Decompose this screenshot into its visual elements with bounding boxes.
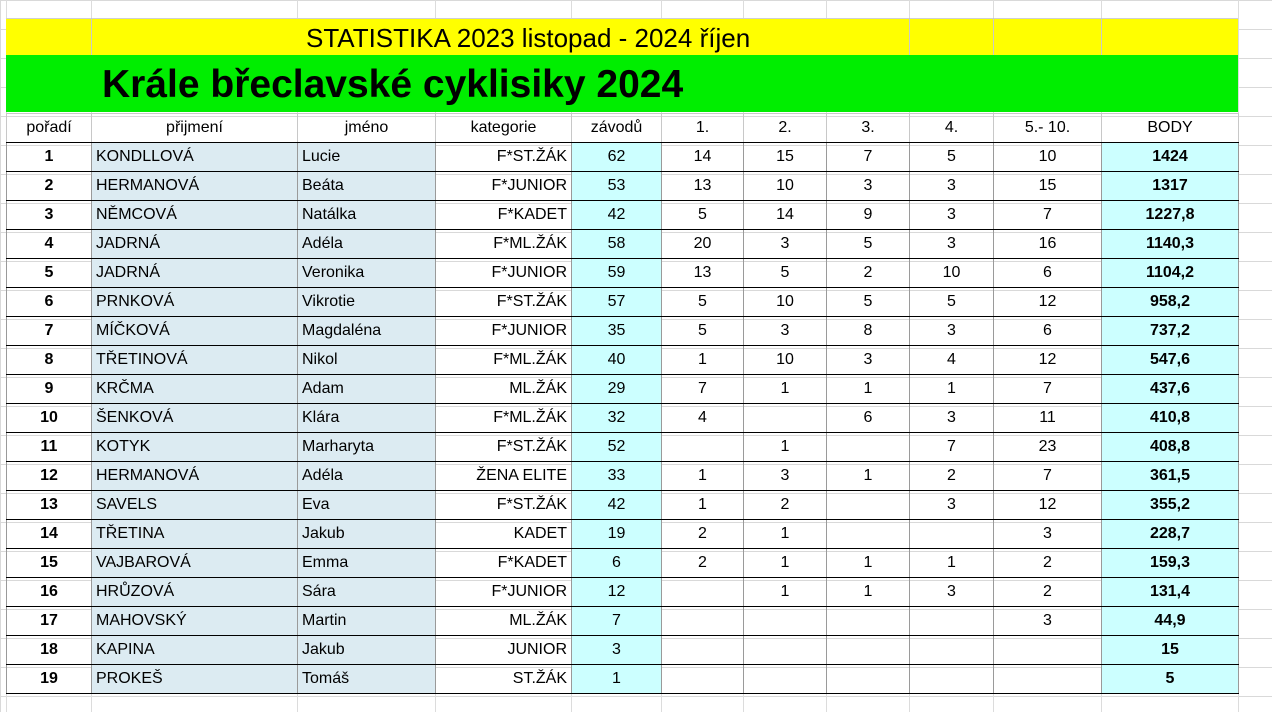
col-header-fifth-to-tenth[interactable]: 5.- 10.: [994, 114, 1102, 143]
table-row: [7, 491, 1239, 520]
row-races[interactable]: 58: [572, 230, 662, 259]
row-fifth-to-tenth-places[interactable]: 10: [994, 143, 1102, 172]
row-name[interactable]: Veronika: [298, 259, 436, 288]
row-surname[interactable]: MÍČKOVÁ: [92, 317, 298, 346]
row-third-places[interactable]: 7: [827, 143, 910, 172]
row-fourth-places[interactable]: 4: [910, 346, 994, 375]
ranking-heading-banner[interactable]: [6, 55, 1238, 112]
row-first-places[interactable]: [662, 433, 744, 462]
row-fifth-to-tenth-places[interactable]: 12: [994, 288, 1102, 317]
row-races[interactable]: 32: [572, 404, 662, 433]
row-second-places[interactable]: 14: [744, 201, 827, 230]
row-second-places[interactable]: 3: [744, 462, 827, 491]
table-row: [7, 201, 1239, 230]
banner-cell-divider: [993, 18, 994, 55]
row-races[interactable]: 12: [572, 578, 662, 607]
row-name[interactable]: Emma: [298, 549, 436, 578]
row-category[interactable]: F*ST.ŽÁK: [436, 491, 572, 520]
row-races[interactable]: 29: [572, 375, 662, 404]
table-row: [7, 549, 1239, 578]
row-points[interactable]: 228,7: [1102, 520, 1239, 549]
row-third-places[interactable]: 3: [827, 172, 910, 201]
row-third-places[interactable]: 1: [827, 549, 910, 578]
row-name[interactable]: Natálka: [298, 201, 436, 230]
col-header-name[interactable]: jméno: [298, 114, 436, 143]
row-fourth-places[interactable]: 3: [910, 578, 994, 607]
row-surname[interactable]: JADRNÁ: [92, 259, 298, 288]
ranking-heading: Krále břeclavské cyklisiky 2024: [102, 63, 684, 106]
row-races[interactable]: 42: [572, 491, 662, 520]
row-races[interactable]: 33: [572, 462, 662, 491]
row-fourth-places[interactable]: 5: [910, 143, 994, 172]
row-first-places[interactable]: 7: [662, 375, 744, 404]
row-third-places[interactable]: [827, 433, 910, 462]
row-third-places[interactable]: 1: [827, 462, 910, 491]
row-surname[interactable]: NĚMCOVÁ: [92, 201, 298, 230]
row-name[interactable]: Martin: [298, 607, 436, 636]
row-rank[interactable]: 12: [7, 462, 92, 491]
row-second-places[interactable]: 3: [744, 317, 827, 346]
row-races[interactable]: 52: [572, 433, 662, 462]
row-races[interactable]: 7: [572, 607, 662, 636]
row-second-places[interactable]: [744, 607, 827, 636]
row-first-places[interactable]: 5: [662, 288, 744, 317]
row-fourth-places[interactable]: 10: [910, 259, 994, 288]
row-name[interactable]: Sára: [298, 578, 436, 607]
row-name[interactable]: Tomáš: [298, 665, 436, 694]
row-fourth-places[interactable]: [910, 636, 994, 665]
row-races[interactable]: 35: [572, 317, 662, 346]
row-third-places[interactable]: 6: [827, 404, 910, 433]
table-row: [7, 375, 1239, 404]
row-rank[interactable]: 17: [7, 607, 92, 636]
row-first-places[interactable]: 4: [662, 404, 744, 433]
row-surname[interactable]: ŠENKOVÁ: [92, 404, 298, 433]
row-points[interactable]: 958,2: [1102, 288, 1239, 317]
banner-cell-divider: [909, 18, 910, 55]
row-surname[interactable]: KRČMA: [92, 375, 298, 404]
row-third-places[interactable]: 5: [827, 288, 910, 317]
row-name[interactable]: Adam: [298, 375, 436, 404]
row-fifth-to-tenth-places[interactable]: 23: [994, 433, 1102, 462]
row-surname[interactable]: TŘETINA: [92, 520, 298, 549]
row-points[interactable]: 1424: [1102, 143, 1239, 172]
row-category[interactable]: F*ST.ŽÁK: [436, 143, 572, 172]
row-fourth-places[interactable]: 3: [910, 172, 994, 201]
row-surname[interactable]: MAHOVSKÝ: [92, 607, 298, 636]
row-third-places[interactable]: [827, 665, 910, 694]
row-surname[interactable]: PROKEŠ: [92, 665, 298, 694]
row-points[interactable]: 1227,8: [1102, 201, 1239, 230]
col-header-surname[interactable]: přijmení: [92, 114, 298, 143]
row-fifth-to-tenth-places[interactable]: 6: [994, 317, 1102, 346]
row-rank[interactable]: 18: [7, 636, 92, 665]
row-name[interactable]: Jakub: [298, 636, 436, 665]
row-rank[interactable]: 2: [7, 172, 92, 201]
row-points[interactable]: 410,8: [1102, 404, 1239, 433]
row-surname[interactable]: TŘETINOVÁ: [92, 346, 298, 375]
row-category[interactable]: F*ML.ŽÁK: [436, 346, 572, 375]
row-fourth-places[interactable]: 5: [910, 288, 994, 317]
row-fourth-places[interactable]: 2: [910, 462, 994, 491]
row-second-places[interactable]: 2: [744, 491, 827, 520]
row-first-places[interactable]: 5: [662, 201, 744, 230]
row-rank[interactable]: 16: [7, 578, 92, 607]
row-fifth-to-tenth-places[interactable]: 15: [994, 172, 1102, 201]
row-first-places[interactable]: 20: [662, 230, 744, 259]
row-races[interactable]: 53: [572, 172, 662, 201]
row-points[interactable]: 1317: [1102, 172, 1239, 201]
row-second-places[interactable]: 1: [744, 549, 827, 578]
table-row: [7, 143, 1239, 172]
table-row: [7, 346, 1239, 375]
col-header-third[interactable]: 3.: [827, 114, 910, 143]
row-third-places[interactable]: [827, 491, 910, 520]
row-category[interactable]: F*JUNIOR: [436, 172, 572, 201]
row-fifth-to-tenth-places[interactable]: 7: [994, 375, 1102, 404]
row-first-places[interactable]: [662, 578, 744, 607]
row-surname[interactable]: KAPINA: [92, 636, 298, 665]
row-fifth-to-tenth-places[interactable]: 2: [994, 549, 1102, 578]
row-category[interactable]: F*ST.ŽÁK: [436, 288, 572, 317]
row-surname[interactable]: KOTYK: [92, 433, 298, 462]
table-row: [7, 433, 1239, 462]
row-rank[interactable]: 6: [7, 288, 92, 317]
row-third-places[interactable]: 9: [827, 201, 910, 230]
row-fifth-to-tenth-places[interactable]: 6: [994, 259, 1102, 288]
table-row: [7, 230, 1239, 259]
row-second-places[interactable]: [744, 404, 827, 433]
row-third-places[interactable]: 8: [827, 317, 910, 346]
row-surname[interactable]: HERMANOVÁ: [92, 462, 298, 491]
col-header-races[interactable]: závodů: [572, 114, 662, 143]
row-second-places[interactable]: 1: [744, 375, 827, 404]
row-third-places[interactable]: [827, 636, 910, 665]
row-surname[interactable]: VAJBAROVÁ: [92, 549, 298, 578]
row-name[interactable]: Beáta: [298, 172, 436, 201]
row-fifth-to-tenth-places[interactable]: [994, 636, 1102, 665]
row-points[interactable]: 408,8: [1102, 433, 1239, 462]
row-fifth-to-tenth-places[interactable]: 16: [994, 230, 1102, 259]
row-fifth-to-tenth-places[interactable]: 12: [994, 346, 1102, 375]
row-name[interactable]: Klára: [298, 404, 436, 433]
row-points[interactable]: 15: [1102, 636, 1239, 665]
row-points[interactable]: 5: [1102, 665, 1239, 694]
row-fifth-to-tenth-places[interactable]: 7: [994, 201, 1102, 230]
col-header-rank[interactable]: pořadí: [7, 114, 92, 143]
row-fifth-to-tenth-places[interactable]: 7: [994, 462, 1102, 491]
row-surname[interactable]: HERMANOVÁ: [92, 172, 298, 201]
row-second-places[interactable]: 3: [744, 230, 827, 259]
row-fourth-places[interactable]: 7: [910, 433, 994, 462]
row-rank[interactable]: 13: [7, 491, 92, 520]
row-fifth-to-tenth-places[interactable]: 2: [994, 578, 1102, 607]
row-first-places[interactable]: 1: [662, 462, 744, 491]
row-category[interactable]: F*ML.ŽÁK: [436, 404, 572, 433]
col-header-second[interactable]: 2.: [744, 114, 827, 143]
col-header-first[interactable]: 1.: [662, 114, 744, 143]
table-row: [7, 578, 1239, 607]
row-points[interactable]: 361,5: [1102, 462, 1239, 491]
row-first-places[interactable]: 2: [662, 520, 744, 549]
col-header-category[interactable]: kategorie: [436, 114, 572, 143]
row-races[interactable]: 57: [572, 288, 662, 317]
row-first-places[interactable]: [662, 607, 744, 636]
row-fifth-to-tenth-places[interactable]: 11: [994, 404, 1102, 433]
row-third-places[interactable]: [827, 520, 910, 549]
row-category[interactable]: JUNIOR: [436, 636, 572, 665]
table-row: [7, 520, 1239, 549]
row-rank[interactable]: 19: [7, 665, 92, 694]
row-rank[interactable]: 5: [7, 259, 92, 288]
row-name[interactable]: Vikrotie: [298, 288, 436, 317]
row-second-places[interactable]: [744, 665, 827, 694]
statistics-period-banner[interactable]: [6, 18, 1238, 56]
row-third-places[interactable]: 5: [827, 230, 910, 259]
row-category[interactable]: F*JUNIOR: [436, 317, 572, 346]
row-first-places[interactable]: 13: [662, 172, 744, 201]
row-second-places[interactable]: 15: [744, 143, 827, 172]
row-category[interactable]: F*KADET: [436, 201, 572, 230]
row-category[interactable]: F*JUNIOR: [436, 578, 572, 607]
row-second-places[interactable]: 10: [744, 346, 827, 375]
row-category[interactable]: ML.ŽÁK: [436, 607, 572, 636]
row-points[interactable]: 159,3: [1102, 549, 1239, 578]
row-points[interactable]: 1140,3: [1102, 230, 1239, 259]
row-third-places[interactable]: 1: [827, 375, 910, 404]
row-fifth-to-tenth-places[interactable]: 3: [994, 520, 1102, 549]
table-row: [7, 288, 1239, 317]
row-surname[interactable]: JADRNÁ: [92, 230, 298, 259]
row-second-places[interactable]: 10: [744, 172, 827, 201]
row-name[interactable]: Eva: [298, 491, 436, 520]
row-races[interactable]: 19: [572, 520, 662, 549]
row-first-places[interactable]: 1: [662, 346, 744, 375]
row-category[interactable]: ŽENA ELITE: [436, 462, 572, 491]
row-fourth-places[interactable]: 3: [910, 230, 994, 259]
row-first-places[interactable]: [662, 636, 744, 665]
row-fifth-to-tenth-places[interactable]: [994, 665, 1102, 694]
row-fourth-places[interactable]: 3: [910, 404, 994, 433]
table-row: [7, 636, 1239, 665]
col-header-points[interactable]: BODY: [1102, 114, 1239, 143]
row-points[interactable]: 737,2: [1102, 317, 1239, 346]
row-races[interactable]: 1: [572, 665, 662, 694]
row-fourth-places[interactable]: 1: [910, 549, 994, 578]
row-fourth-places[interactable]: 3: [910, 491, 994, 520]
row-races[interactable]: 3: [572, 636, 662, 665]
row-points[interactable]: 547,6: [1102, 346, 1239, 375]
statistics-period-title: STATISTIKA 2023 listopad - 2024 říjen: [306, 23, 751, 53]
table-row: [7, 172, 1239, 201]
row-first-places[interactable]: [662, 665, 744, 694]
row-third-places[interactable]: 2: [827, 259, 910, 288]
row-races[interactable]: 62: [572, 143, 662, 172]
row-category[interactable]: ML.ŽÁK: [436, 375, 572, 404]
row-first-places[interactable]: 1: [662, 491, 744, 520]
row-rank[interactable]: 1: [7, 143, 92, 172]
row-fourth-places[interactable]: 3: [910, 201, 994, 230]
table-row: [7, 665, 1239, 694]
row-second-places[interactable]: 1: [744, 433, 827, 462]
row-rank[interactable]: 4: [7, 230, 92, 259]
row-name[interactable]: Marharyta: [298, 433, 436, 462]
row-name[interactable]: Jakub: [298, 520, 436, 549]
row-fourth-places[interactable]: 3: [910, 317, 994, 346]
row-third-places[interactable]: 1: [827, 578, 910, 607]
row-rank[interactable]: 15: [7, 549, 92, 578]
row-races[interactable]: 6: [572, 549, 662, 578]
row-surname[interactable]: KONDLLOVÁ: [92, 143, 298, 172]
table-row: [7, 259, 1239, 288]
row-points[interactable]: 131,4: [1102, 578, 1239, 607]
row-first-places[interactable]: 5: [662, 317, 744, 346]
row-fifth-to-tenth-places[interactable]: 3: [994, 607, 1102, 636]
row-name[interactable]: Adéla: [298, 230, 436, 259]
row-category[interactable]: F*ST.ŽÁK: [436, 433, 572, 462]
row-third-places[interactable]: [827, 607, 910, 636]
row-third-places[interactable]: 3: [827, 346, 910, 375]
row-second-places[interactable]: 1: [744, 520, 827, 549]
row-surname[interactable]: SAVELS: [92, 491, 298, 520]
row-second-places[interactable]: 10: [744, 288, 827, 317]
ranking-table: [6, 113, 1239, 694]
row-first-places[interactable]: 2: [662, 549, 744, 578]
row-category[interactable]: KADET: [436, 520, 572, 549]
row-surname[interactable]: PRNKOVÁ: [92, 288, 298, 317]
table-row: [7, 462, 1239, 491]
header-row: [7, 114, 1239, 143]
row-rank[interactable]: 9: [7, 375, 92, 404]
row-rank[interactable]: 7: [7, 317, 92, 346]
row-rank[interactable]: 8: [7, 346, 92, 375]
row-name[interactable]: Nikol: [298, 346, 436, 375]
table-row: [7, 317, 1239, 346]
row-points[interactable]: 44,9: [1102, 607, 1239, 636]
row-second-places[interactable]: 1: [744, 578, 827, 607]
row-second-places[interactable]: [744, 636, 827, 665]
row-category[interactable]: F*KADET: [436, 549, 572, 578]
row-rank[interactable]: 3: [7, 201, 92, 230]
row-races[interactable]: 40: [572, 346, 662, 375]
table-row: [7, 607, 1239, 636]
row-rank[interactable]: 14: [7, 520, 92, 549]
row-races[interactable]: 59: [572, 259, 662, 288]
row-fourth-places[interactable]: [910, 520, 994, 549]
row-category[interactable]: F*ML.ŽÁK: [436, 230, 572, 259]
row-fifth-to-tenth-places[interactable]: 12: [994, 491, 1102, 520]
row-second-places[interactable]: 5: [744, 259, 827, 288]
row-fourth-places[interactable]: [910, 665, 994, 694]
row-rank[interactable]: 10: [7, 404, 92, 433]
row-category[interactable]: ST.ŽÁK: [436, 665, 572, 694]
row-fourth-places[interactable]: 1: [910, 375, 994, 404]
row-first-places[interactable]: 14: [662, 143, 744, 172]
row-fourth-places[interactable]: [910, 607, 994, 636]
row-points[interactable]: 1104,2: [1102, 259, 1239, 288]
table-row: [7, 404, 1239, 433]
row-name[interactable]: Magdaléna: [298, 317, 436, 346]
row-first-places[interactable]: 13: [662, 259, 744, 288]
col-header-fourth[interactable]: 4.: [910, 114, 994, 143]
row-rank[interactable]: 11: [7, 433, 92, 462]
row-name[interactable]: Lucie: [298, 143, 436, 172]
row-name[interactable]: Adéla: [298, 462, 436, 491]
row-points[interactable]: 355,2: [1102, 491, 1239, 520]
row-points[interactable]: 437,6: [1102, 375, 1239, 404]
row-category[interactable]: F*JUNIOR: [436, 259, 572, 288]
row-races[interactable]: 42: [572, 201, 662, 230]
row-surname[interactable]: HRŮZOVÁ: [92, 578, 298, 607]
